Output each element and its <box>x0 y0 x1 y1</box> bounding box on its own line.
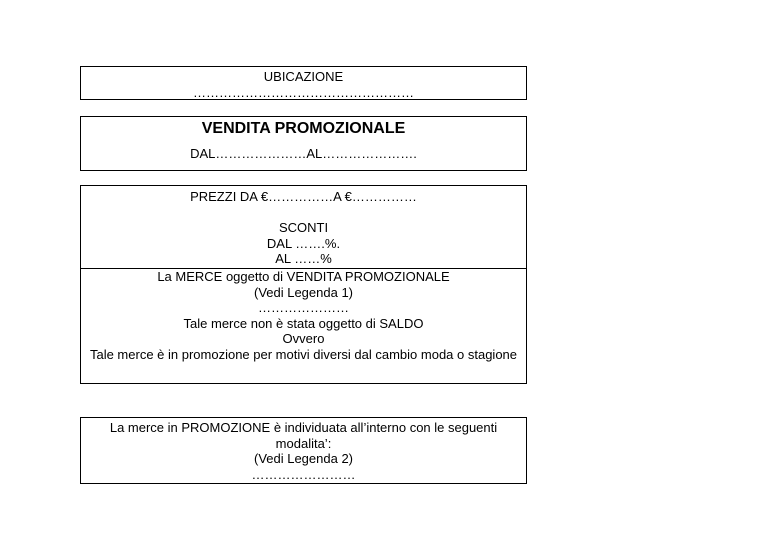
merce-ovvero: Ovvero <box>282 331 325 346</box>
spacer <box>81 205 526 221</box>
promozione-box <box>80 417 527 484</box>
vendita-title: VENDITA PROMOZIONALE <box>201 120 406 137</box>
ubicazione-label: UBICAZIONE <box>263 69 344 84</box>
sconti-label: SCONTI <box>278 220 329 235</box>
sconti-al: AL ……% <box>275 251 332 266</box>
prezzi-range: PREZZI DA €……………A €…………… <box>190 189 417 204</box>
prezzi-sconti-box <box>80 185 527 269</box>
merce-legenda-1: (Vedi Legenda 1) <box>253 284 354 300</box>
merce-placeholder: ………………… <box>258 300 349 315</box>
vendita-promozionale-box <box>80 116 527 171</box>
ubicazione-box <box>80 66 527 100</box>
merce-box <box>80 268 527 384</box>
promozione-legenda-2: (Vedi Legenda 2) <box>253 451 354 466</box>
ubicazione-field: …………………………………………… <box>193 84 414 100</box>
promozione-text: La merce in PROMOZIONE è individuata all’interno con le seguenti modalita’: <box>109 420 498 451</box>
sconti-dal: DAL …….%. <box>266 235 341 251</box>
vendita-dates: DAL…………………AL…………………. <box>190 146 417 161</box>
promozione-placeholder: …………………… <box>251 466 356 482</box>
merce-motivi-text: Tale merce è in promozione per motivi diversi dal cambio moda o stagione <box>89 346 518 362</box>
merce-line-1: La MERCE oggetto di VENDITA PROMOZIONALE <box>157 269 450 284</box>
merce-saldo-text: Tale merce non è stata oggetto di SALDO <box>183 315 424 331</box>
divider <box>80 268 527 269</box>
